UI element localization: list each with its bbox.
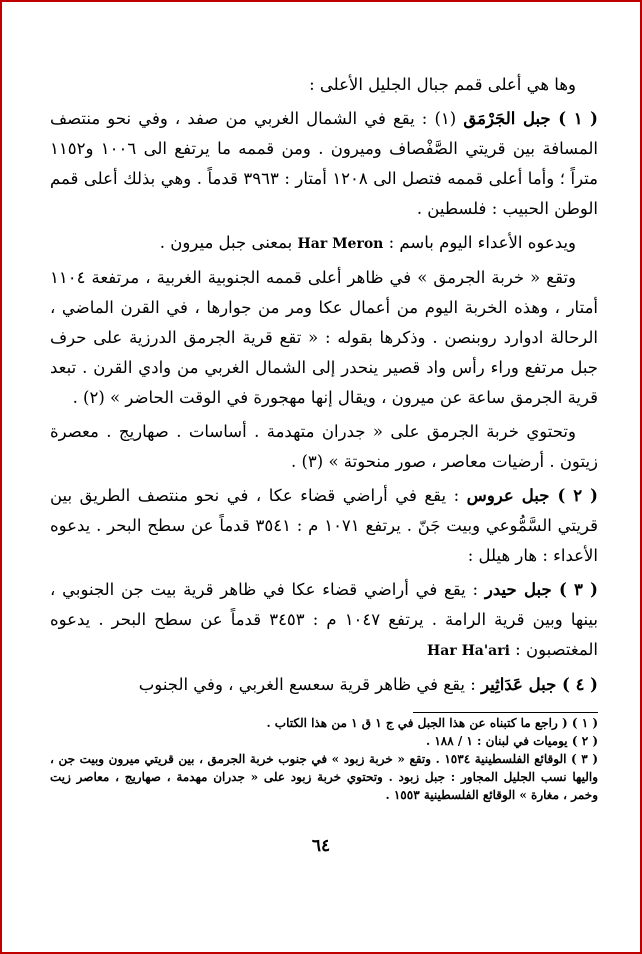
paragraph-adathir: ( ٤ ) جبل عَدَاثِير : يقع في ظاهر قرية سعسع الغربي ، وفي الجنوب [138,675,598,694]
page-number: ٦٤ [311,836,331,856]
footnote-divider [413,712,598,713]
paragraph-haidar: ( ٣ ) جبل حيدر : يقع في أراضي قضاء عكا في ظاهر قرية بيت جن الجنوبي ، بينها وبين قرية الرامة . يرتفع ١٠٤٧ م : ٣٤٥٣ قدماً عن سطح البحر . يدعوه المغتصبون : Har Ha'ari [50,580,598,659]
paragraph-khirbat-jarmaq: وتقع « خربة الجرمق » في ظاهر أعلى قممه الجنوبية الغربية ، مرتفعة ١١٠٤ أمتار ، وهذه الخربة اليوم من أعمال عكا ومر من جوارها ، في القرن الماضي ، الرحالة ادوارد روبنصن . وذكرها بقوله : « تقع قرية الجرمق الدرزية على حرف جبل مرتفع وراء رأس واد قصير ينحدر إلى الشمال الغربي من وادي القرن . تبعد قرية الجرمق ساعة عن ميرون ، ويقال إنها مهجورة في الوقت الحاضر » (٢) . [50,268,598,407]
footnotes [50,714,598,804]
heading-adathir: ( ٤ ) جبل عَدَاثِير [481,675,598,694]
heading-jarmaq: ( ١ ) جبل الجَرْمَق [463,109,598,128]
latin-har-haari: Har Ha'ari [427,643,510,659]
paragraph-ruins: وتحتوي خربة الجرمق على « جدران متهدمة . أساسات . صهاريج . معصرة زيتون . أرضيات معاصر ، صور منحوتة » (٣) . [50,422,598,471]
latin-har-meron: Har Meron [297,236,384,252]
footnote-2: ( ٢ ) يوميات في لبنان : ١ / ١٨٨ . [425,734,598,748]
paragraph-arus: ( ٢ ) جبل عروس : يقع في أراضي قضاء عكا ، في نحو منتصف الطريق بين قريتي السَّمُّوعي وبيت جَنّ . يرتفع ١٠٧١ م : ٣٥٤١ قدماً عن سطح البحر . يدعوه الأعداء : هار هيلل : [50,486,598,565]
heading-arus: ( ٢ ) جبل عروس [466,486,598,505]
paragraph-meron: ويدعوه الأعداء اليوم باسم : Har Meron بمعنى جبل ميرون . [159,233,576,252]
main-text [50,70,598,700]
heading-haidar: ( ٣ ) جبل حيدر [484,580,598,599]
footnote-3: ( ٣ ) الوقائع الفلسطينية ١٥٣٤ . وتقع « خربة زبود » في جنوب خربة الجرمق ، بين قريتي ميرون وبيت جن ، واليها نسب الجليل المجاور : جبل زبود . وتحتوي خربة زبود على « جدران مهدمة ، صهاريج ، معاصر زيت وخمر ، مغارة » الوقائع الفلسطينية ١٥٥٣ . [50,752,598,802]
footnote-1: ( ١ ) ( راجع ما كتبناه عن هذا الجبل في ج ١ ق ١ من هذا الكتاب . [266,716,598,730]
paragraph-intro: وها هي أعلى قمم جبال الجليل الأعلى : [309,75,576,94]
paragraph-jarmaq: ( ١ ) جبل الجَرْمَق (١) : يقع في الشمال الغربي من صفد ، وفي نحو منتصف المسافة بين قريتي الصَّفْصاف وميرون . ومن قممه ما يرتفع الى ١٠٠٦ و١١٥٢ متراً ؛ وأما أعلى قممه فتصل الى ١٢٠٨ أمتار : ٣٩٦٣ قدماً . وهي بذلك أعلى قمم الوطن الحبيب : فلسطين . [50,109,598,218]
